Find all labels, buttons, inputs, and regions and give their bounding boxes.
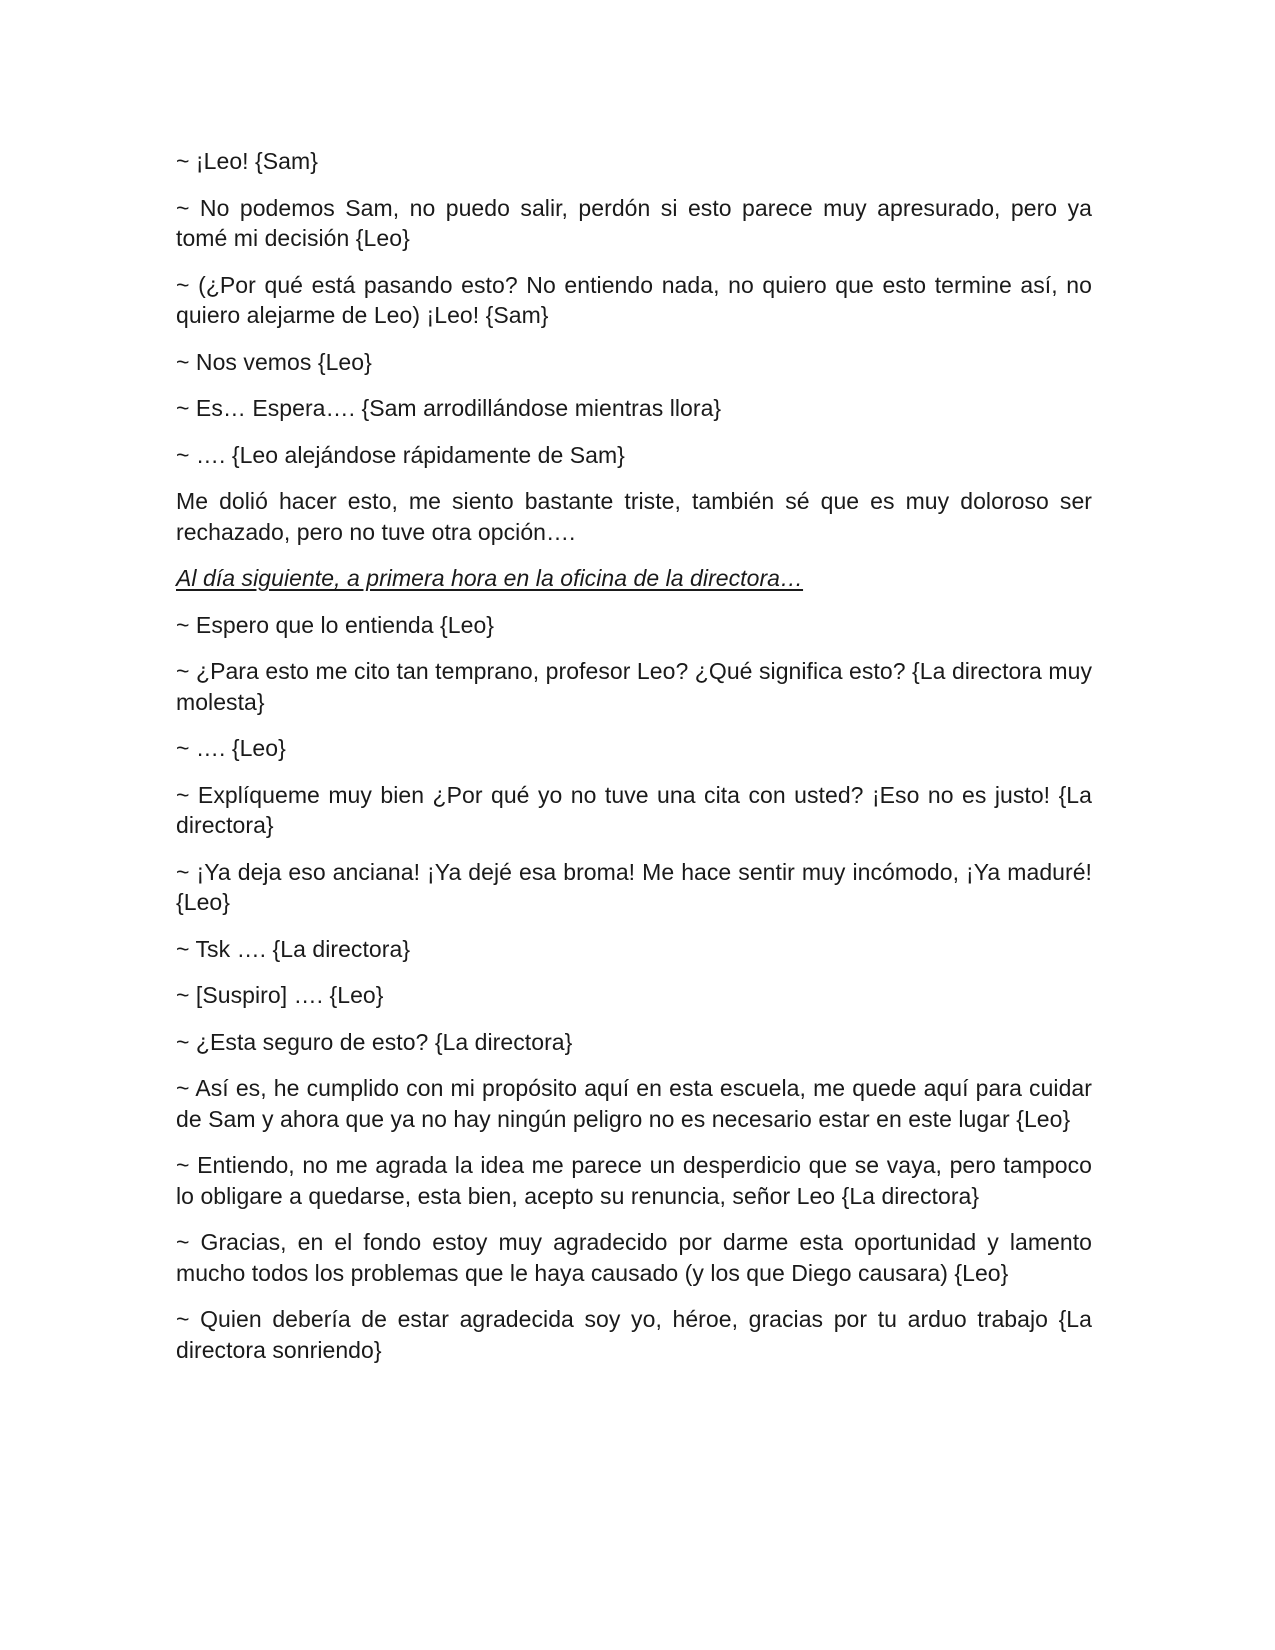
dialogue-line: ~ ¿Esta seguro de esto? {La directora} [176,1028,573,1055]
document-body [176,146,1092,1381]
dialogue-line: ~ Gracias, en el fondo estoy muy agradecido por darme esta oportunidad y lamento mucho todos los problemas que le haya causado (y los que Diego causara) {Leo} [176,1229,1092,1286]
dialogue-line: ~ ¿Para esto me cito tan temprano, profesor Leo? ¿Qué significa esto? {La directora muy molesta} [176,658,1092,715]
dialogue-line: ~ …. {Leo alejándose rápidamente de Sam} [176,441,625,468]
dialogue-line: ~ Espero que lo entienda {Leo} [176,611,495,638]
dialogue-line: ~ Nos vemos {Leo} [176,348,372,375]
dialogue-line: ~ …. {Leo} [176,735,286,761]
scene-heading [176,563,1092,594]
dialogue-line: ~ (¿Por qué está pasando esto? No entiendo nada, no quiero que esto termine así, no quiero alejarme de Leo) ¡Leo! {Sam} [176,271,1092,328]
dialogue-line: ~ [Suspiro] …. {Leo} [176,982,384,1008]
dialogue-line: ~ Entiendo, no me agrada la idea me parece un desperdicio que se vaya, pero tampoco lo obligare a quedarse, esta bien, acepto su renuncia, señor Leo {La directora} [176,1152,1092,1209]
dialogue-line: ~ Explíqueme muy bien ¿Por qué yo no tuve una cita con usted? ¡Eso no es justo! {La directora} [176,781,1092,838]
dialogue-line: ~ ¡Leo! {Sam} [176,148,318,174]
dialogue-line: ~ Tsk …. {La directora} [176,935,411,962]
dialogue-line: ~ Así es, he cumplido con mi propósito aquí en esta escuela, me quede aquí para cuidar de Sam y ahora que ya no hay ningún peligro no es necesario estar en este lugar {Leo} [176,1075,1092,1132]
dialogue-line: ~ Quien debería de estar agradecida soy yo, héroe, gracias por tu arduo trabajo {La directora sonriendo} [176,1306,1092,1363]
dialogue-line: ~ Es… Espera…. {Sam arrodillándose mientras llora} [176,395,722,421]
dialogue-line: ~ No podemos Sam, no puedo salir, perdón si esto parece muy apresurado, pero ya tomé mi decisión {Leo} [176,194,1092,251]
scene-heading-text: Al día siguiente, a primera hora en la oficina de la directora… [176,565,804,591]
dialogue-line: ~ ¡Ya deja eso anciana! ¡Ya dejé esa broma! Me hace sentir muy incómodo, ¡Ya maduré! {Leo} [176,858,1092,915]
narration-paragraph: Me dolió hacer esto, me siento bastante triste, también sé que es muy doloroso ser rechazado, pero no tuve otra opción…. [176,488,1092,545]
